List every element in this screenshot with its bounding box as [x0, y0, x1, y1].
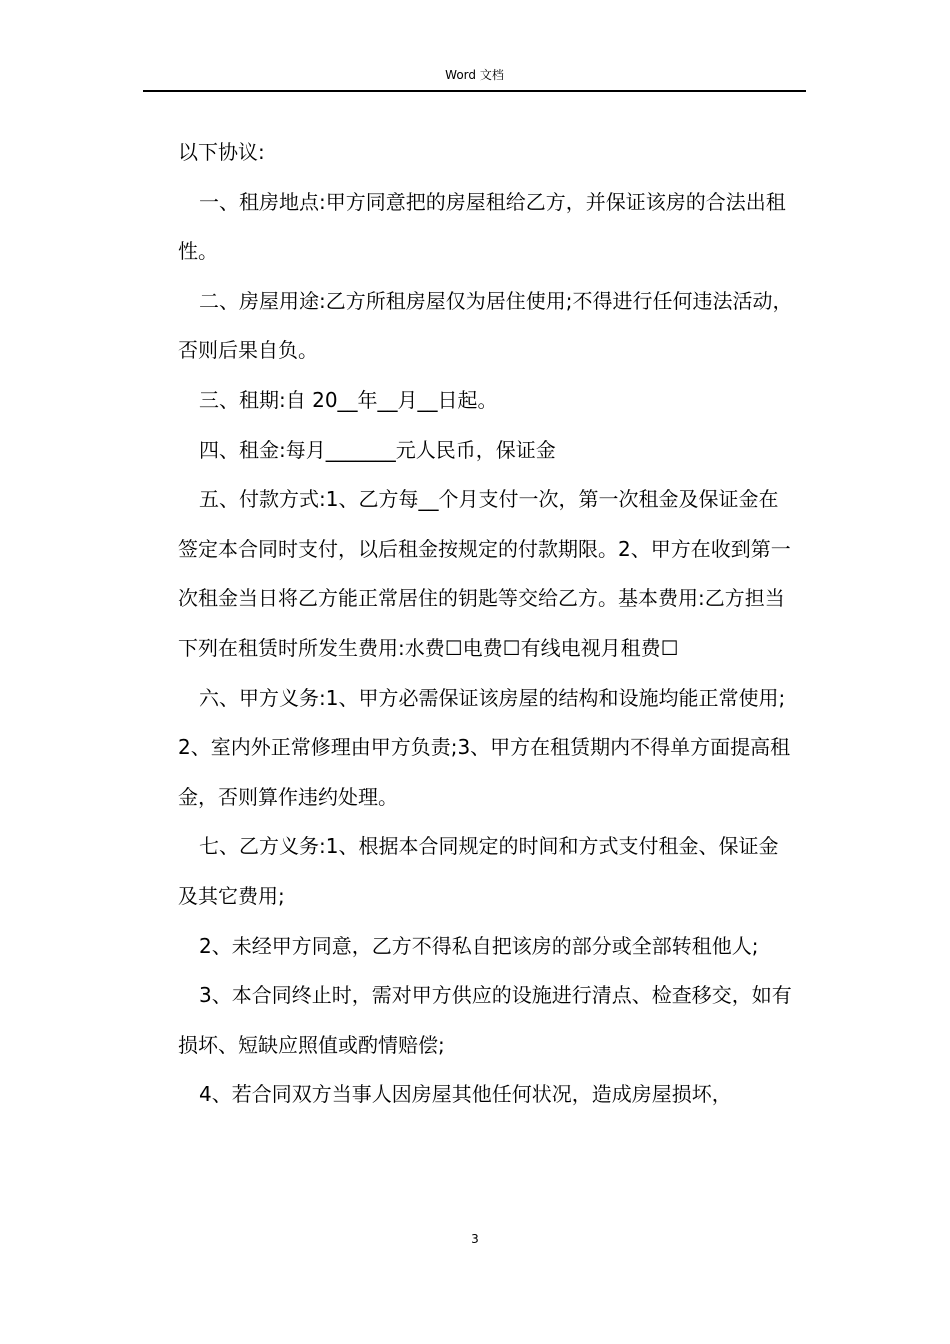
page-header — [143, 64, 806, 92]
paragraph-intro: 以下协议: — [178, 140, 265, 164]
paragraph-clause-4: 四、租金:每月_______元人民币，保证金 — [199, 437, 556, 462]
paragraph-clause-7-item-3: 3、本合同终止时，需对甲方供应的设施进行清点、检查移交，如有损坏、短缺应照值或酌情赔偿; — [178, 983, 792, 1057]
paragraph-clause-1: 一、租房地点:甲方同意把的房屋租给乙方，并保证该房的合法出租性。 — [178, 189, 786, 264]
header-title: Word 文档 — [445, 68, 504, 82]
paragraph-clause-2: 二、房屋用途:乙方所租房屋仅为居住使用;不得进行任何违法活动，否则后果自负。 — [178, 288, 793, 363]
paragraph-clause-6: 六、甲方义务:1、甲方必需保证该房屋的结构和设施均能正常使用;2、室内外正常修理由甲方负责;3、甲方在租赁期内不得单方面提高租金，否则算作违约处理。 — [178, 685, 791, 809]
paragraph-clause-7-item-2: 2、未经甲方同意，乙方不得私自把该房的部分或全部转租他人; — [199, 933, 759, 958]
paragraph-clause-5: 五、付款方式:1、乙方每__个月支付一次，第一次租金及保证金在签定本合同时支付，以后租金按规定的付款期限。2、甲方在收到第一次租金当日将乙方能正常居住的钥匙等交给乙方。基本费用:乙方担当下列在租赁时所发生费用:水费☐电费☐有线电视月租费☐ — [178, 487, 791, 660]
paragraph-clause-3: 三、租期:自 20__年__月__日起。 — [199, 387, 498, 412]
page-number: 3 — [471, 1232, 479, 1246]
paragraph-clause-7-item-4: 4、若合同双方当事人因房屋其他任何状况，造成房屋损坏， — [199, 1082, 732, 1107]
paragraph-clause-7: 七、乙方义务:1、根据本合同规定的时间和方式支付租金、保证金及其它费用; — [178, 834, 779, 908]
document-body — [178, 128, 798, 1120]
